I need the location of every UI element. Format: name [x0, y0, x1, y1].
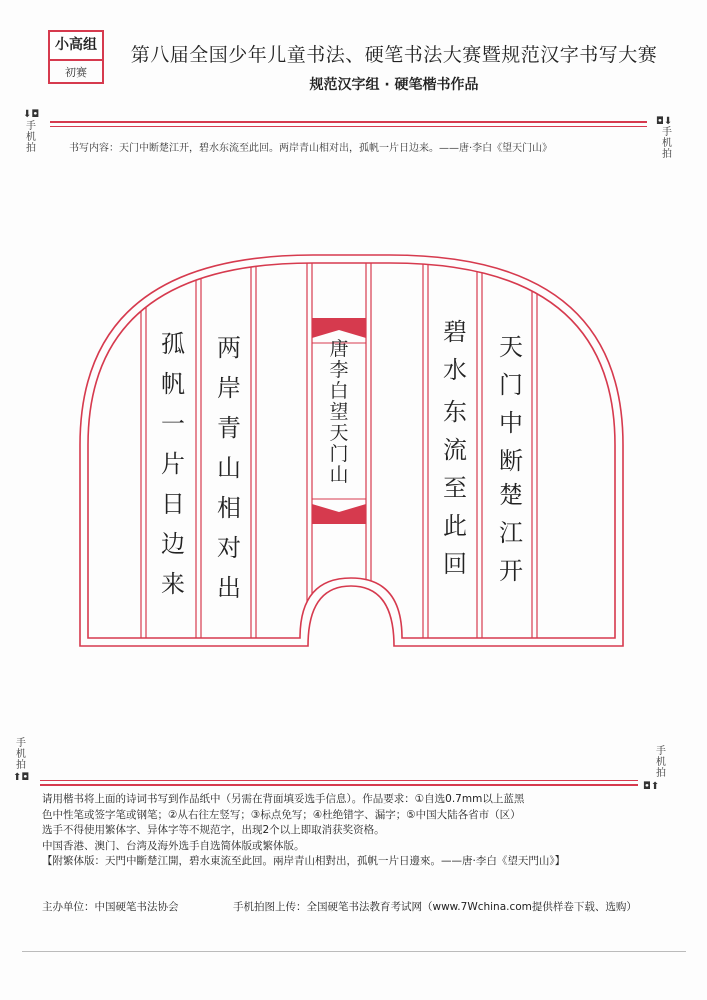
poem-char: 东 — [443, 398, 467, 426]
page-title: 第八届全国少年儿童书法、硬笔书法大赛暨规范汉字书写大赛 — [130, 44, 658, 66]
signature-char: 唐 — [329, 338, 349, 360]
poem-char: 青 — [217, 414, 241, 442]
poem-char: 两 — [217, 334, 241, 362]
signature-cap-bottom — [312, 504, 366, 524]
camera-arrow-icon-tr: ◘⬇ — [656, 116, 673, 127]
phone-shoot-label-br: 手机拍 — [656, 746, 666, 779]
signature-char: 天 — [329, 422, 349, 444]
organizer: 主办单位：中国硬笔书法协会 — [42, 901, 179, 913]
phone-shoot-label-bl: 手机拍 — [16, 738, 26, 771]
poem-char: 楚 — [499, 481, 523, 509]
poem-char: 中 — [499, 409, 523, 437]
bottom-rule — [40, 784, 638, 786]
poem-char: 碧 — [443, 318, 467, 346]
poem-char: 孤 — [161, 330, 185, 358]
requirements — [42, 792, 662, 870]
poem-column-1 — [496, 335, 526, 583]
poem-column-2 — [440, 320, 470, 576]
poem-char: 流 — [443, 436, 467, 464]
poem-char: 此 — [443, 512, 467, 540]
requirement-line: 请用楷书将上面的诗词书写到作品纸中（另需在背面填妥选手信息）。作品要求：①自选0.7mm以上蓝黑 — [42, 793, 525, 805]
poem-char: 至 — [443, 474, 467, 502]
poem-char: 出 — [217, 574, 241, 602]
camera-arrow-icon-br: ◘⬆ — [643, 781, 660, 792]
signature-char: 山 — [329, 464, 349, 486]
phone-shoot-label-tr: 手机拍 — [662, 127, 672, 160]
poem-char: 相 — [217, 494, 241, 522]
requirement-line: 色中性笔或签字笔或钢笔；②从右往左竖写；③标点免写；④杜绝错字、漏字；⑤中国大陆各省市（区） — [42, 808, 521, 821]
upload-info: 手机拍图上传：全国硬笔书法教育考试网（www.7Wchina.com提供样卷下载、选购） — [233, 901, 637, 913]
poem-char: 江 — [499, 519, 523, 547]
bottom-rule-thin — [40, 780, 638, 781]
poem-char: 开 — [499, 557, 523, 585]
poem-char: 岸 — [217, 374, 241, 402]
content-line: 书写内容：天门中断楚江开，碧水东流至此回。两岸青山相对出，孤帆一片日边来。——唐·李白《望天门山》 — [69, 143, 553, 154]
signature-column — [327, 340, 351, 485]
poem-char: 日 — [161, 490, 185, 518]
poem-char: 帆 — [161, 370, 185, 398]
requirement-line: 【附繁体版：天門中斷楚江開，碧水東流至此回。兩岸青山相對出，孤帆一片日邊來。——唐·李白《望天門山》】 — [42, 855, 566, 867]
requirement-line: 中国香港、澳门、台湾及海外选手自选简体版或繁体版。 — [42, 839, 305, 852]
poem-char: 片 — [161, 450, 185, 478]
poem-char: 门 — [499, 371, 523, 399]
poem-char: 回 — [443, 550, 467, 578]
poem-char: 断 — [499, 447, 523, 475]
signature-char: 望 — [329, 401, 349, 423]
poem-char: 边 — [161, 530, 185, 558]
signature-cap-top — [312, 318, 366, 338]
poem-char: 对 — [217, 534, 241, 562]
group-label: 小高组 — [50, 32, 102, 61]
round-label: 初赛 — [65, 66, 87, 79]
requirement-line: 选手不得使用繁体字、异体字等不规范字，出现2个以上即取消获奖资格。 — [42, 824, 385, 836]
poem-char: 天 — [499, 333, 523, 361]
poem-char: 水 — [443, 356, 467, 384]
signature-char: 门 — [329, 443, 349, 465]
signature-char: 白 — [329, 380, 349, 402]
poem-char: 一 — [161, 410, 185, 438]
poem-column-3 — [214, 336, 244, 600]
arrow-camera-icon-tl: ⬇◘ — [23, 109, 40, 120]
poem-char: 来 — [161, 570, 185, 598]
footer-divider — [22, 951, 686, 952]
phone-shoot-label-tl: 手机拍 — [26, 121, 36, 154]
page-subtitle: 规范汉字组 · 硬笔楷书作品 — [309, 77, 479, 93]
arrow-camera-icon-bl: ⬆◘ — [13, 772, 30, 783]
poem-column-4 — [158, 332, 188, 596]
poem-char: 山 — [217, 454, 241, 482]
signature-char: 李 — [329, 359, 349, 381]
